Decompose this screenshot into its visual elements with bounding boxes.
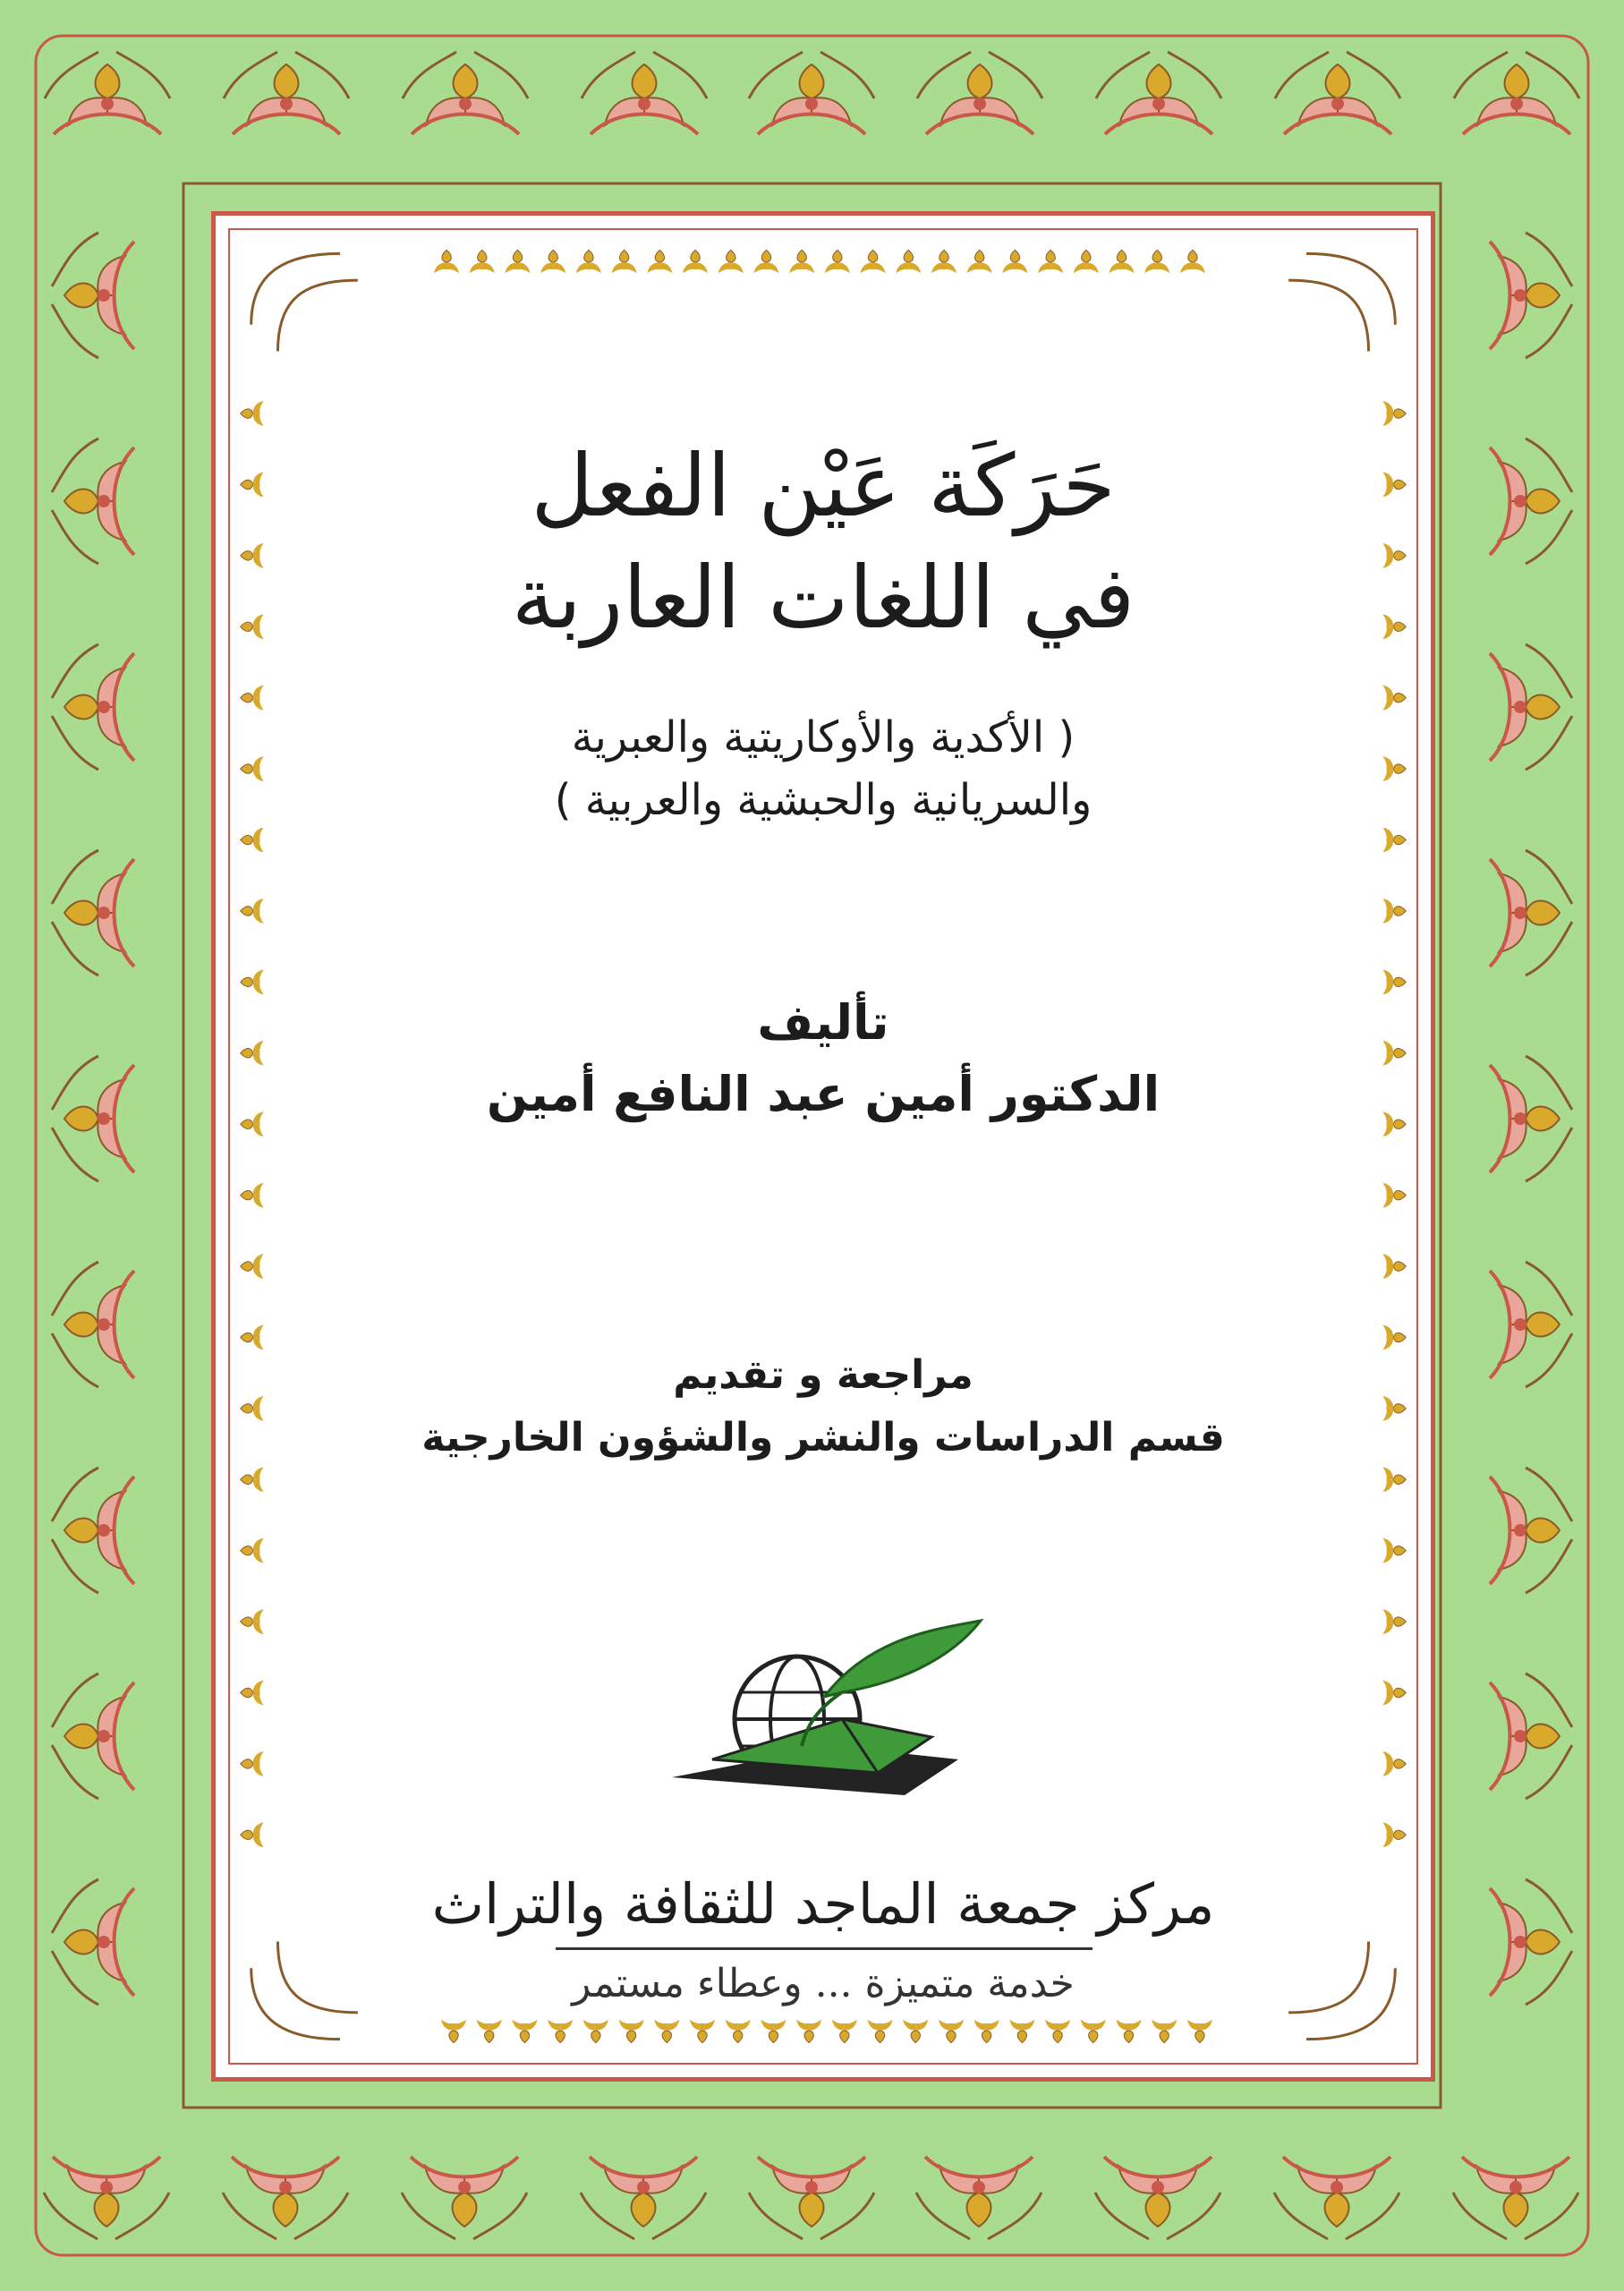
subtitle-line-1: ( الأكدية والأوكاريتية والعبرية xyxy=(571,712,1076,762)
globe-book-feather-logo-icon xyxy=(663,1612,985,1835)
author-label: تأليف xyxy=(757,994,889,1051)
subtitle-line-2: والسريانية والحبشية والعربية ) xyxy=(554,775,1093,825)
publisher-name: مركز جمعة الماجد للثقافة والتراث xyxy=(431,1871,1215,1937)
book-title-line-2: في اللغات العاربة xyxy=(511,548,1135,648)
review-label: مراجعة و تقديم xyxy=(673,1352,974,1398)
publisher-divider xyxy=(556,1947,1093,1950)
title-panel xyxy=(211,211,1435,2082)
author-name: الدكتور أمين عبد النافع أمين xyxy=(486,1066,1161,1122)
publisher-slogan: خدمة متميزة ... وعطاء مستمر xyxy=(572,1961,1075,2006)
book-title-line-1: حَرَكَة عَيْن الفعل xyxy=(531,436,1116,536)
review-department: قسم الدراسات والنشر والشؤون الخارجية xyxy=(421,1415,1225,1461)
